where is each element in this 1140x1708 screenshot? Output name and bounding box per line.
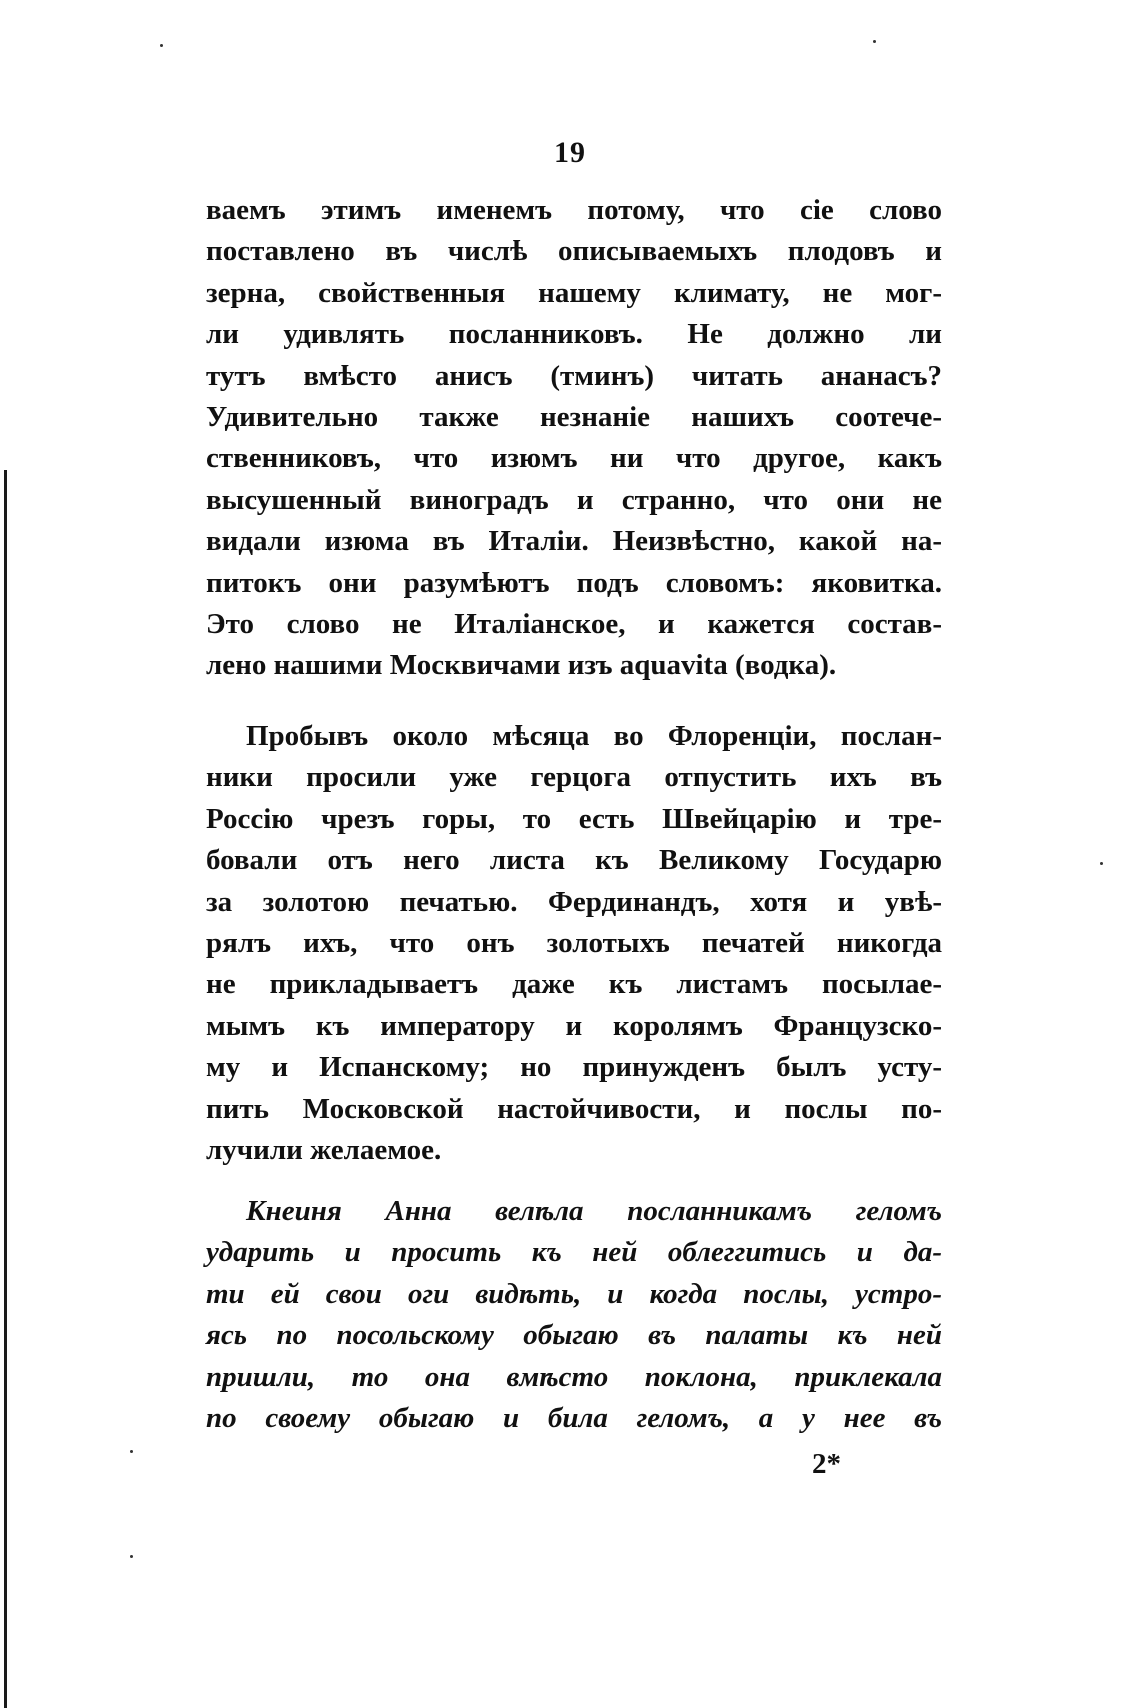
text-line: ственниковъ, что изюмъ ни что другое, какъ: [206, 442, 942, 475]
text-line: зерна, свойственныя нашему климату, не мог-: [206, 276, 942, 309]
paragraph-2: [206, 716, 942, 1171]
text-line: высушенный виноградъ и странно, что они не: [206, 483, 942, 516]
text-line: питокъ они разумѣютъ подъ словомъ: яковитка.: [206, 566, 942, 599]
text-line: Кнеиня Анна велѣла посланникамъ геломъ: [246, 1195, 942, 1227]
text-line: ясь по посольскому обыгаю въ палаты къ ней: [206, 1319, 942, 1352]
text-line: за золотою печатью. Фердинандъ, хотя и увѣ-: [206, 885, 942, 918]
text-line: Удивительно также незнаніе нашихъ соотече-: [206, 400, 942, 433]
text-line: ударить и просить къ ней облеггитись и да-: [206, 1236, 942, 1269]
text-line: рялъ ихъ, что онъ золотыхъ печатей никогда: [206, 926, 942, 959]
text-line: тутъ вмѣсто анисъ (тминъ) читать ананасъ?: [206, 359, 942, 392]
text-line: Россію чрезъ горы, то есть Швейцарію и тре-: [206, 802, 942, 835]
page-edge-shadow: [4, 470, 7, 1708]
text-line: Пробывъ около мѣсяца во Флоренціи, послан-: [246, 720, 942, 752]
print-speck: [130, 1450, 133, 1453]
print-speck: [130, 1555, 133, 1558]
text-line: му и Испанскому; но принужденъ былъ усту-: [206, 1051, 942, 1084]
text-line: пить Московской настойчивости, и послы по-: [206, 1092, 942, 1125]
print-speck: [1100, 862, 1103, 865]
print-speck: [873, 40, 876, 43]
text-line: поставлено въ числѣ описываемыхъ плодовъ и: [206, 235, 942, 268]
text-line: ваемъ этимъ именемъ потому, что сіе слово: [206, 194, 942, 226]
text-line: по своему обыгаю и била геломъ, а у нее въ: [206, 1401, 942, 1434]
text-line: бовали отъ него листа къ Великому Государю: [206, 844, 942, 877]
text-line: лучили желаемое.: [206, 1133, 442, 1166]
text-line: Это слово не Италіанское, и кажется состав-: [206, 607, 942, 640]
text-line: видали изюма въ Италіи. Неизвѣстно, какой на-: [206, 525, 942, 558]
page-number: 19: [554, 136, 586, 169]
paragraph-3-quotation: [206, 1191, 942, 1439]
paragraph-1: [206, 190, 942, 687]
text-line: не прикладываетъ даже къ листамъ посылае-: [206, 968, 942, 1001]
text-line: лено нашими Москвичами изъ aquavita (водка).: [206, 649, 837, 682]
text-line: ники просили уже герцога отпустить ихъ въ: [206, 761, 942, 794]
text-line: ли удивлять посланниковъ. Не должно ли: [206, 318, 942, 351]
signature-mark: 2*: [812, 1448, 841, 1480]
text-line: ти ей свои оги видѣть, и когда послы, устро-: [206, 1277, 942, 1310]
print-speck: [160, 44, 163, 47]
text-line: мымъ къ императору и королямъ Французско-: [206, 1009, 942, 1042]
text-line: пришли, то она вмѣсто поклона, приклекала: [206, 1360, 942, 1393]
